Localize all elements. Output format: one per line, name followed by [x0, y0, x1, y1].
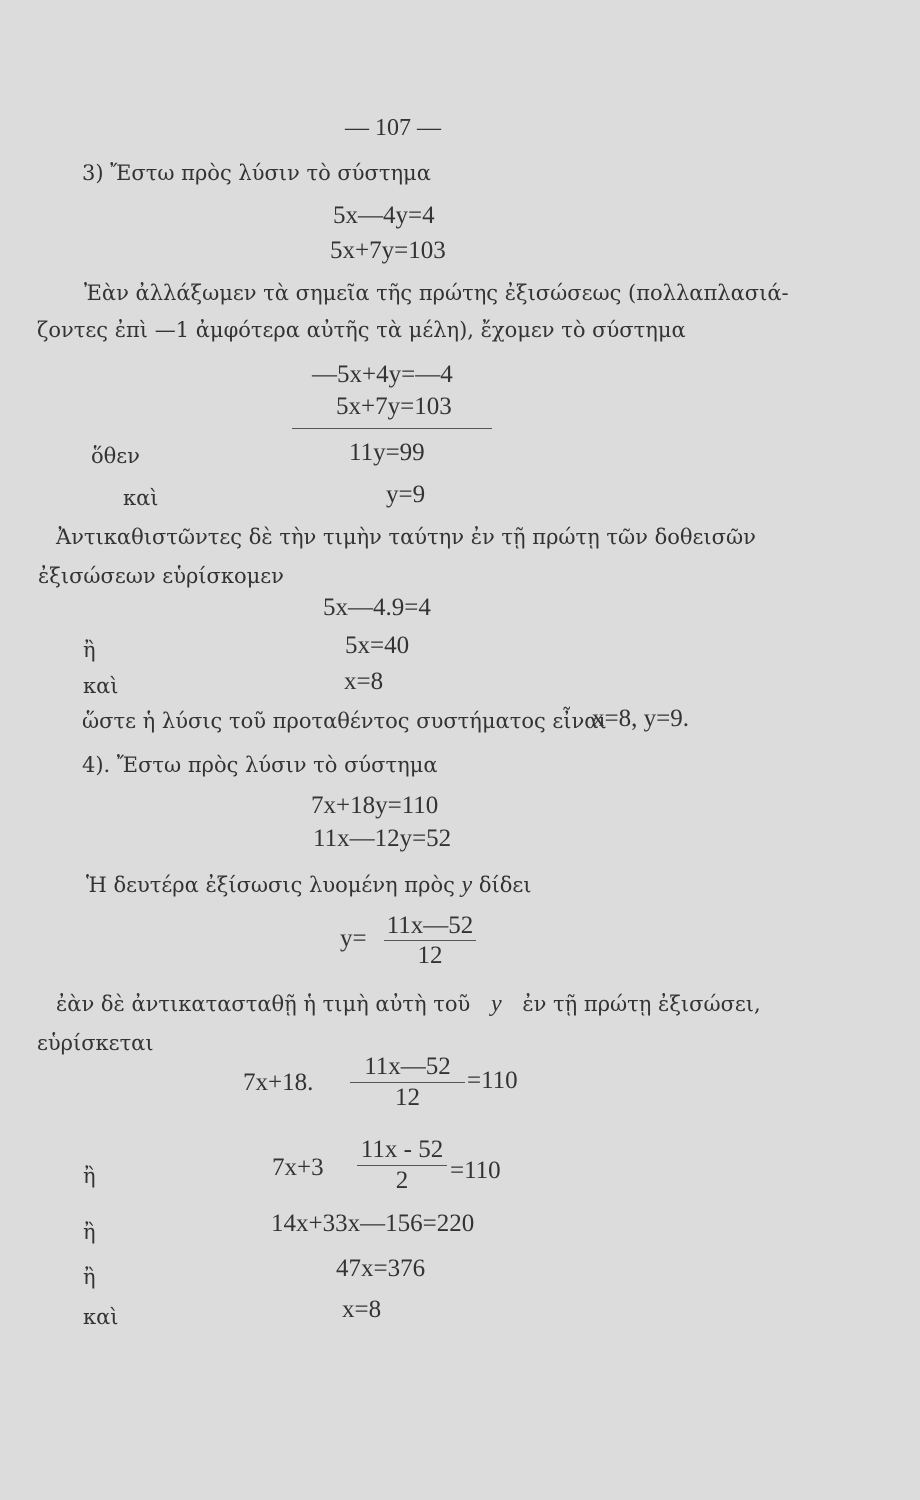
equation-rhs: =110	[450, 1157, 501, 1184]
paragraph-line: Ἀντικαθιστῶντες δὲ τὴν τιμὴν ταύτην ἐν τῇ πρώτῃ τῶν δοθεισῶν	[56, 525, 756, 549]
conclusion-values: x=8, y=9.	[592, 705, 689, 732]
fraction-numerator: 11x - 52	[360, 1136, 444, 1163]
fraction-numerator: 11x—52	[386, 912, 474, 939]
label-e: ἢ	[83, 1220, 96, 1244]
equation: 5x=40	[345, 632, 410, 659]
fraction	[384, 912, 476, 971]
fraction-denominator: 12	[395, 1084, 420, 1111]
section-4-intro: 4). Ἔστω πρὸς λύσιν τὸ σύστημα	[82, 753, 438, 777]
equation: 5x—4y=4	[333, 202, 435, 229]
label-kai: καὶ	[123, 486, 159, 510]
page-number: — 107 —	[345, 115, 441, 141]
equation: 5x+7y=103	[336, 393, 452, 420]
label-hothen: ὅθεν	[91, 444, 140, 468]
paragraph-line: ζοντες ἐπὶ —1 ἀμφότερα αὐτῆς τὰ μέλη), ἔχομεν τὸ σύστημα	[37, 318, 686, 342]
equation: x=8	[344, 668, 384, 695]
label-e: ἢ	[83, 1164, 96, 1188]
equation-lhs: 7x+3	[272, 1154, 324, 1181]
paragraph-part: Ἡ δευτέρα ἐξίσωσις λυομένη πρὸς	[86, 873, 455, 897]
label-e: ἢ	[83, 1265, 96, 1289]
equation: 47x=376	[336, 1255, 426, 1282]
paragraph-text	[86, 873, 532, 897]
equation: —5x+4y=—4	[312, 361, 453, 388]
variable-y: y	[490, 991, 502, 1017]
equation-lhs: 7x+18.	[243, 1069, 314, 1096]
paragraph-line: ἐξισώσεων εὑρίσκομεν	[38, 564, 284, 588]
equation: x=8	[342, 1296, 382, 1323]
label-e: ἢ	[83, 638, 96, 662]
equation: 5x+7y=103	[330, 237, 446, 264]
equation: y=9	[386, 481, 426, 508]
fraction	[350, 1052, 465, 1113]
fraction	[357, 1135, 447, 1196]
equation-rhs: =110	[467, 1067, 518, 1094]
paragraph-line: εὑρίσκεται	[37, 1031, 154, 1055]
paragraph-part: ἐν τῇ πρώτῃ ἐξισώσει,	[522, 992, 761, 1016]
sum-rule	[292, 428, 492, 429]
fraction-numerator: 11x—52	[364, 1053, 451, 1080]
equation: 7x+18y=110	[311, 792, 439, 819]
conclusion-text: ὥστε ἡ λύσις τοῦ προταθέντος συστήματος εἶναι	[82, 709, 607, 733]
section-3-intro: 3) Ἔστω πρὸς λύσιν τὸ σύστημα	[82, 161, 431, 185]
paragraph-line	[56, 992, 761, 1016]
label-kai: καὶ	[83, 1305, 119, 1329]
fraction-lhs: y=	[340, 925, 367, 952]
equation: 11y=99	[349, 439, 425, 466]
equation: 11x—12y=52	[313, 825, 452, 852]
paragraph-line: Ἐὰν ἀλλάξωμεν τὰ σημεῖα τῆς πρώτης ἐξισώσεως (πολλαπλασιά-	[84, 281, 789, 305]
variable-y: y	[461, 872, 473, 898]
fraction-denominator: 2	[395, 1167, 409, 1194]
fraction-denominator: 12	[417, 942, 443, 969]
equation: 5x—4.9=4	[323, 594, 431, 621]
label-kai: καὶ	[83, 674, 119, 698]
paragraph-part: δίδει	[478, 873, 532, 897]
equation: 14x+33x—156=220	[271, 1210, 475, 1237]
paragraph-part: ἐὰν δὲ ἀντικατασταθῇ ἡ τιμὴ αὐτὴ τοῦ	[56, 992, 471, 1016]
